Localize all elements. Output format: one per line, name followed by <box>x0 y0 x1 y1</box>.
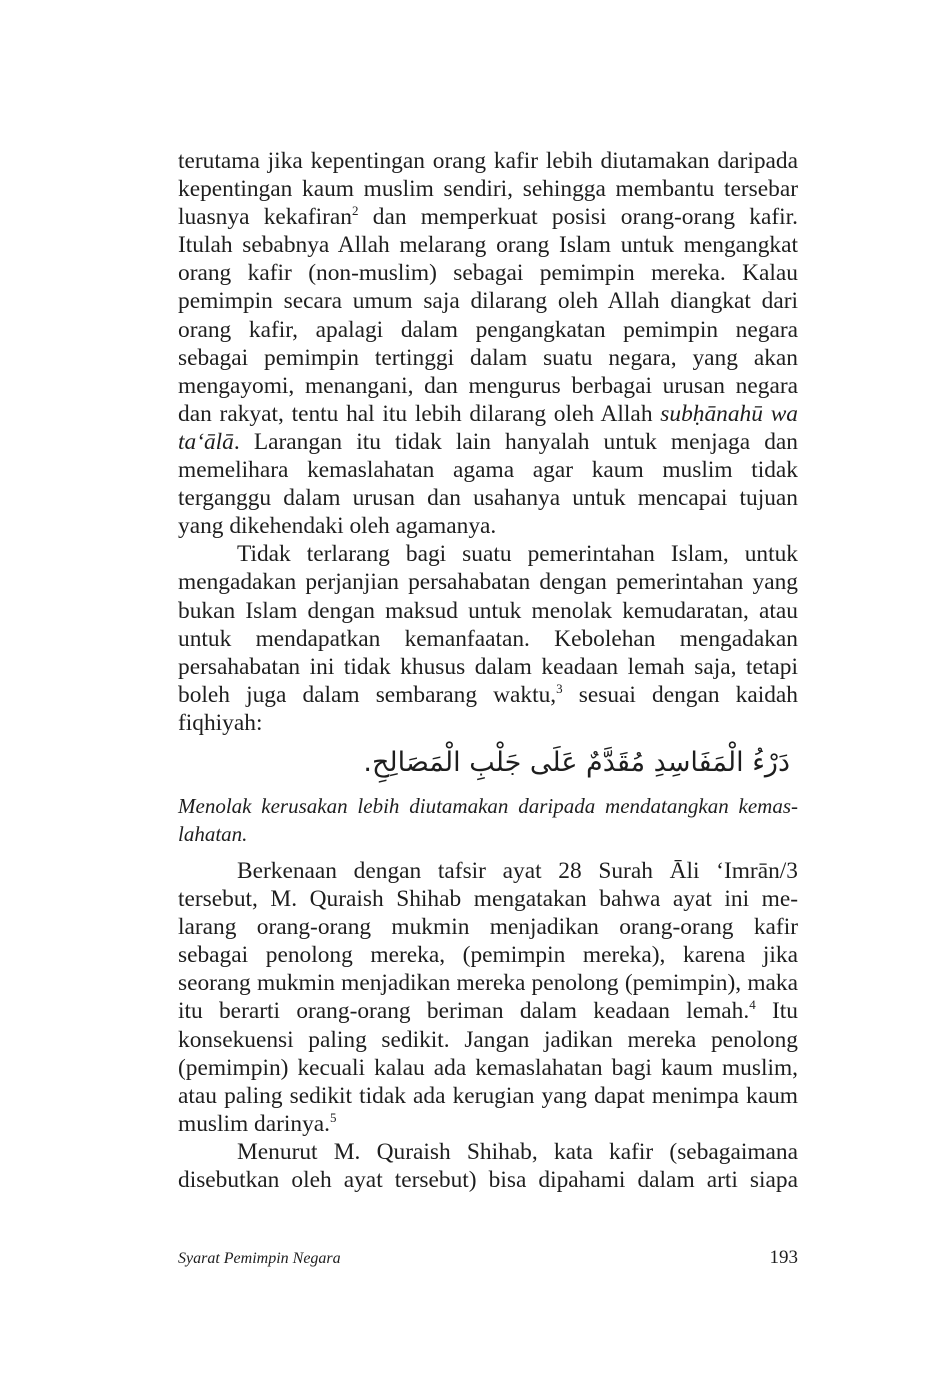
paragraph-4: Menurut M. Quraish Shihab, kata kafir (sebagaimana disebutkan oleh ayat tersebut) bisa dipahami dalam arti siapa <box>178 1138 798 1194</box>
footnote-ref-5[interactable]: 5 <box>330 1109 337 1125</box>
arabic-quote: دَرْءُ الْمَفَاسِدِ مُقَدَّمٌ عَلَى جَلْبِ الْمَصَالِحِ. <box>363 747 790 778</box>
body-text <box>178 147 798 737</box>
para1-text-a: terutama jika kepentingan orang kafir lebih diutamakan daripada kepentingan kaum muslim sendiri, sehingga membantu tersebar luasnya kekafiran <box>178 148 798 231</box>
para3-text-a: Berkenaan dengan tafsir ayat 28 Surah Āli ‘Imrān/3 tersebut, M. Quraish Shihab mengatakan bahwa ayat ini me-larang orang-orang mukmin menjadikan orang-orang kafir sebagai penolong mereka, (pemimpin mereka), karena jika seorang mukmin menjadikan mereka penolong (pemimpin), maka itu berarti orang-orang beriman dalam keadaan lemah. <box>178 858 798 1025</box>
running-footer-title: Syarat Pemimpin Negara <box>178 1250 341 1267</box>
paragraph-2 <box>178 540 798 737</box>
page-number: 193 <box>769 1247 798 1268</box>
footnote-ref-4[interactable]: 4 <box>749 997 756 1013</box>
para1-text-c: . Larangan itu tidak lain hanyalah untuk menjaga dan memelihara kemaslahatan agama agar kaum muslim tidak terganggu dalam urusan dan usahanya untuk mencapai tujuan yang dikehendaki oleh agamanya. <box>178 428 798 540</box>
paragraph-1 <box>178 147 798 540</box>
para1-text-b: dan memperkuat posisi orang-orang kafir. Itulah sebabnya Allah melarang orang Islam untuk mengangkat orang kafir (non-muslim) sebagai pemimpin mereka. Kalau pemimpin secara umum saja dilarang oleh Allah diangkat dari orang kafir, apalagi dalam pengangkatan pemimpin negara sebagai pemimpin tertinggi dalam suatu negara, yang akan mengayomi, menangani, dan mengurus berbagai urusan negara dan rakyat, tentu hal itu lebih dilarang oleh Allah <box>178 204 799 427</box>
body-text-lower <box>178 857 798 1194</box>
para2-text-b: sesuai dengan kaidah fiqhiyah: <box>178 681 799 736</box>
para1-italic-term: subḥānahū wa ta‘ālā <box>178 400 799 455</box>
para3-text-b: Itu konsekuensi paling sedikit. Jangan jadikan mereka penolong (pemimpin) kecuali kalau ada kemaslahatan bagi kaum muslim, atau paling sedikit tidak ada kerugian yang dapat menimpa kaum muslim darinya. <box>178 998 798 1137</box>
paragraph-3 <box>178 857 798 1138</box>
footnote-ref-3[interactable]: 3 <box>556 680 563 696</box>
para2-text-a: Tidak terlarang bagi suatu pemerintahan Islam, untuk mengadakan perjanjian persahabatan dengan pemerintahan yang bukan Islam dengan maksud untuk menolak kemudaratan, atau untuk mendapatkan kemanfaatan. Kebolehan mengadakan persahabatan ini tidak khusus dalam keadaan lemah saja, tetapi boleh juga dalam sembarang waktu, <box>178 541 798 708</box>
quote-translation: Menolak kerusakan lebih diutamakan daripada mendatangkan kemas-lahatan. <box>178 794 798 846</box>
footnote-ref-2[interactable]: 2 <box>352 203 359 219</box>
